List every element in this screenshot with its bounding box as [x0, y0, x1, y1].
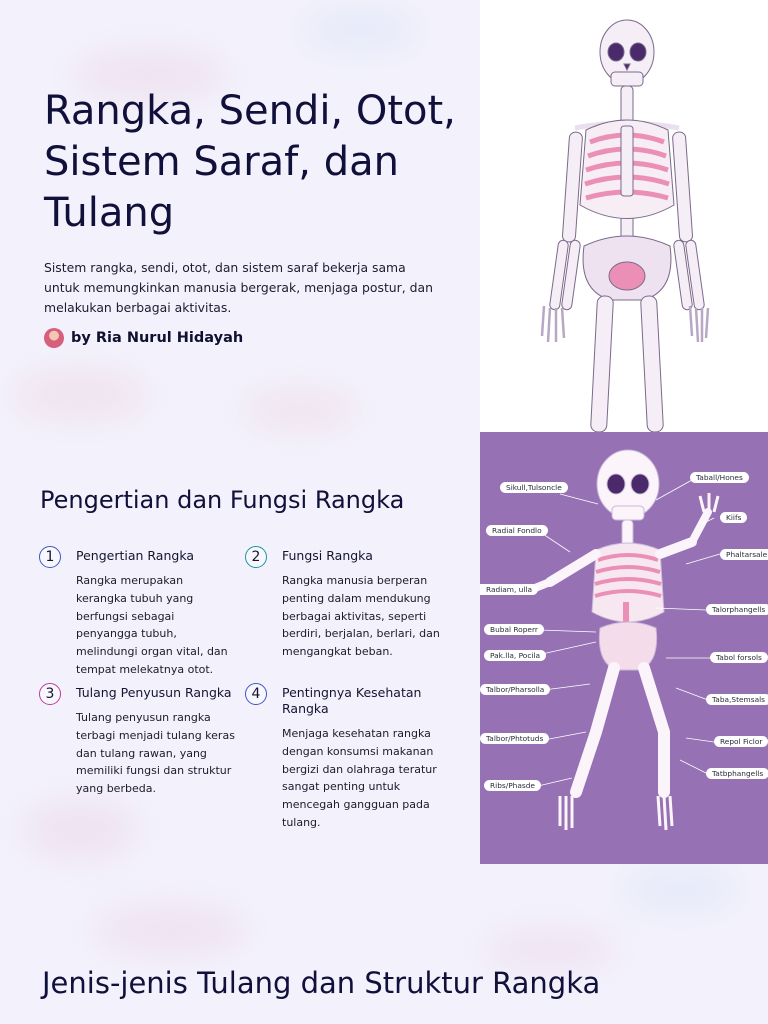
diagram-label: Tabol forsols: [710, 652, 768, 663]
diagram-label: Radial Fondlo: [486, 525, 548, 536]
intro-paragraph: Sistem rangka, sendi, otot, dan sistem saraf bekerja sama untuk memungkinkan manusia bergerak, menjaga postur, dan melakukan berbagai aktivitas.: [44, 260, 433, 315]
number-badge: 4: [245, 683, 267, 705]
item-title: Pengertian Rangka: [76, 548, 195, 563]
section-title: Pengertian dan Fungsi Rangka: [40, 486, 405, 514]
hero-section: [0, 0, 480, 432]
author-byline: [44, 328, 243, 348]
bottom-section-title: Jenis-jenis Tulang dan Struktur Rangka: [42, 966, 601, 1000]
background-blob: [620, 870, 740, 910]
skeleton-illustration: [480, 0, 768, 432]
page-title: Rangka, Sendi, Otot, Sistem Saraf, dan Tulang: [44, 88, 456, 236]
item-text: Rangka merupakan kerangka tubuh yang berfungsi sebagai penyangga tubuh, melindungi organ vital, dan tempat melekatnya otot.: [76, 574, 228, 676]
diagram-label: Tatbphangells: [706, 768, 768, 779]
item-title: Tulang Penyusun Rangka: [76, 685, 232, 700]
author-name: by Ria Nurul Hidayah: [71, 330, 244, 346]
item-title: Pentingnya Kesehatan Rangka: [282, 685, 422, 716]
diagram-label: Kiifs: [720, 512, 747, 523]
diagram-label: Repol Ficlor: [714, 736, 768, 747]
background-blob: [480, 930, 620, 970]
info-item-tulang-penyusun: [45, 685, 251, 798]
info-item-fungsi: [251, 548, 457, 661]
number-badge: 3: [39, 683, 61, 705]
number-badge: 2: [245, 546, 267, 568]
diagram-label: Radiam, ulla: [480, 584, 538, 595]
diagram-label: Pak.lla, Pocila: [484, 650, 546, 661]
background-blob: [90, 905, 250, 955]
info-item-kesehatan: [251, 685, 457, 832]
skeleton-labelled-image: [480, 432, 768, 864]
background-blob: [20, 800, 140, 860]
item-text: Tulang penyusun rangka terbagi menjadi tulang keras dan tulang rawan, yang memiliki fungsi dan struktur yang berbeda.: [76, 711, 235, 796]
diagram-label: Talorphangells: [706, 604, 768, 615]
item-text: Menjaga kesehatan rangka dengan konsumsi makanan bergizi dan olahraga teratur sangat penting untuk mencegah gangguan pada tulang.: [282, 727, 437, 829]
number-badge: 1: [39, 546, 61, 568]
skeleton-front-image: [480, 0, 768, 432]
diagram-label: Taball/Hones: [690, 472, 749, 483]
diagram-label: Bubal Roperr: [484, 624, 544, 635]
diagram-label: Talbor/Pharsolla: [480, 684, 550, 695]
item-text: Rangka manusia berperan penting dalam mendukung berbagai aktivitas, seperti berdiri, berjalan, berlari, dan mengangkat beban.: [282, 574, 440, 659]
diagram-label: Sikull,Tulsoncle: [500, 482, 568, 493]
diagram-label: Phaltarsale: [720, 549, 768, 560]
diagram-label: Taba,Stemsals: [706, 694, 768, 705]
author-avatar: [44, 328, 64, 348]
diagram-label: Ribs/Phasde: [484, 780, 541, 791]
labelled-skeleton-diagram: [480, 432, 768, 864]
item-title: Fungsi Rangka: [282, 548, 373, 563]
info-item-pengertian: [45, 548, 251, 679]
diagram-label: Talbor/Phtotuds: [480, 733, 549, 744]
